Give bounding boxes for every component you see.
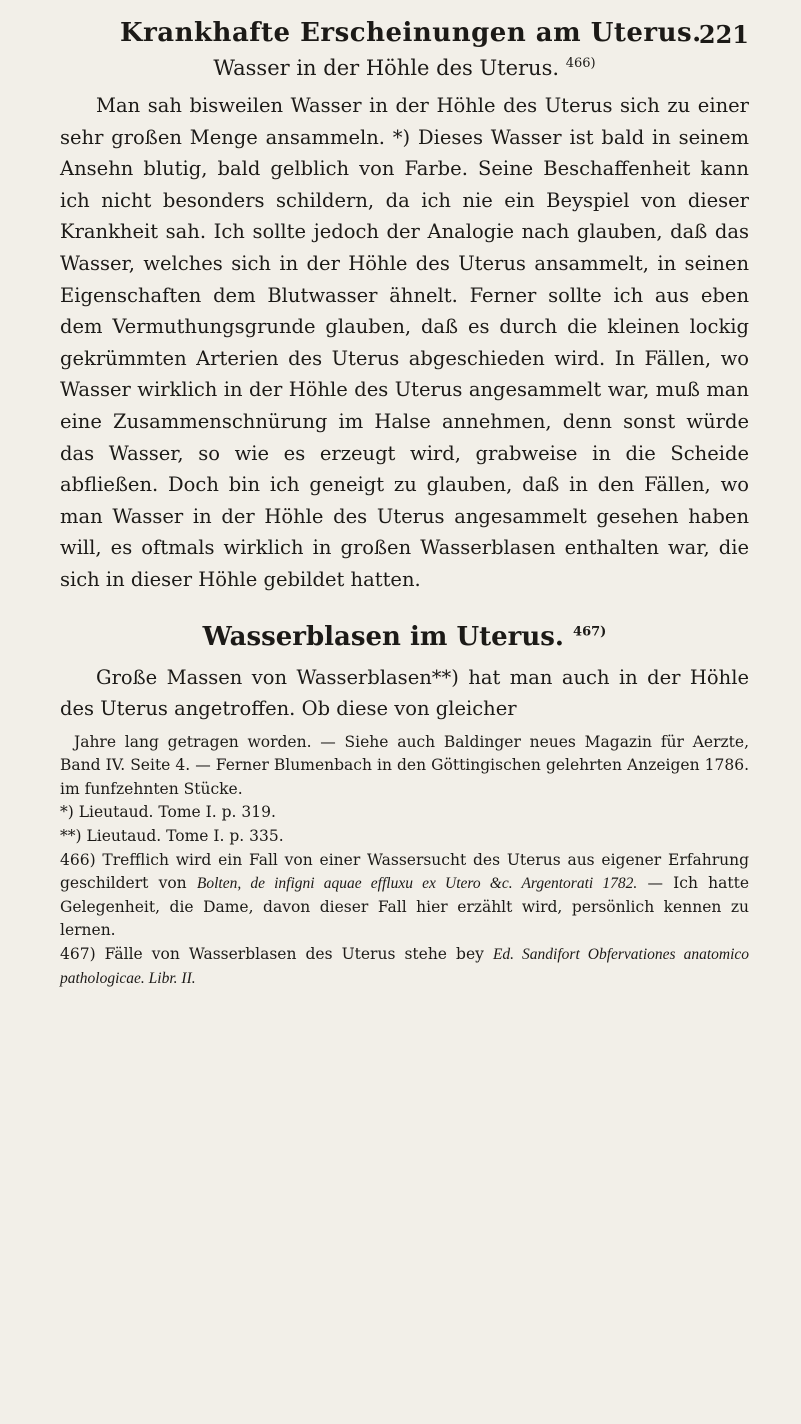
footnote-467-text: 467) Fälle von Wasserblasen des Uterus stehe bey	[60, 945, 484, 964]
footnote-466-text: 466) Trefflich wird ein Fall von einer Wassersucht des Uterus aus eigener Erfahrung geschildert von	[60, 850, 749, 893]
body-text-1	[60, 90, 749, 596]
section-ref: 466)	[565, 56, 596, 71]
section-heading-water	[60, 56, 749, 80]
footnote-467	[60, 943, 749, 990]
section-ref: 467)	[573, 623, 607, 639]
footnote-466	[60, 849, 749, 943]
footnotes	[60, 731, 749, 991]
footnote-466-citation: Bolten, de infigni aquae effluxu ex Utero &c. Argentorati 1782.	[196, 875, 638, 893]
section-heading-text: Wasserblasen im Uterus.	[202, 621, 564, 652]
paragraph-water: Man sah bisweilen Wasser in der Höhle des Uterus sich zu einer sehr großen Menge ansammeln. *) Dieses Wasser ist bald in seinem Ansehn blutig, bald gelblich von Farbe. Seine Beschaffenheit kann ich nicht besonders schildern, da ich nie ein Beyspiel von dieser Krankheit sah. Ich sollte jedoch der Analogie nach glauben, daß das Wasser, welches sich in der Höhle des Uterus ansammelt, in seinen Eigenschaften dem Blutwasser ähnelt. Ferner sollte ich aus eben dem Vermuthungsgrunde glauben, daß es durch die kleinen lockig gekrümmten Arterien des Uterus abgeschieden wird. In Fällen, wo Wasser wirklich in der Höhle des Uterus angesammelt war, muß man eine Zusammenschnürung im Halse annehmen, denn sonst würde das Wasser, so wie es erzeugt wird, grabweise in die Scheide abfließen. Doch bin ich geneigt zu glauben, daß in den Fällen, wo man Wasser in der Höhle des Uterus angesammelt gesehen haben will, es oftmals wirklich in großen Wasserblasen enthalten war, die sich in dieser Höhle gebildet hatten.	[60, 94, 749, 591]
body-text-2	[60, 662, 749, 725]
footnote-star-2: **) Lieutaud. Tome I. p. 335.	[60, 827, 284, 846]
footnote-467-citation: Ed. Sandifort Obfervationes anatomico pathologicae. Libr. II.	[60, 946, 750, 987]
footnote-466-end: — Ich hatte Gelegenheit, die Dame, davon dieser Fall hier erzählt wird, persönlich kennen zu lernen.	[60, 874, 750, 940]
running-title: Krankhafte Erscheinungen am Uterus.	[120, 18, 702, 48]
page-number: 221	[698, 20, 749, 49]
paragraph-bladders: Große Massen von Wasserblasen**) hat man auch in der Höhle des Uterus angetroffen. Ob diese von gleicher	[60, 665, 749, 721]
footnote-star-1: *) Lieutaud. Tome I. p. 319.	[60, 803, 276, 822]
running-head	[60, 14, 749, 54]
footnote-continued: Jahre lang getragen worden. — Siehe auch Baldinger neues Magazin für Aerzte, Band IV. Seite 4. — Ferner Blumenbach in den Göttingischen gelehrten Anzeigen 1786. im funfzehnten Stücke.	[60, 732, 749, 798]
section-heading-text: Wasser in der Höhle des Uterus.	[213, 56, 560, 80]
section-heading-bladders	[60, 622, 749, 652]
